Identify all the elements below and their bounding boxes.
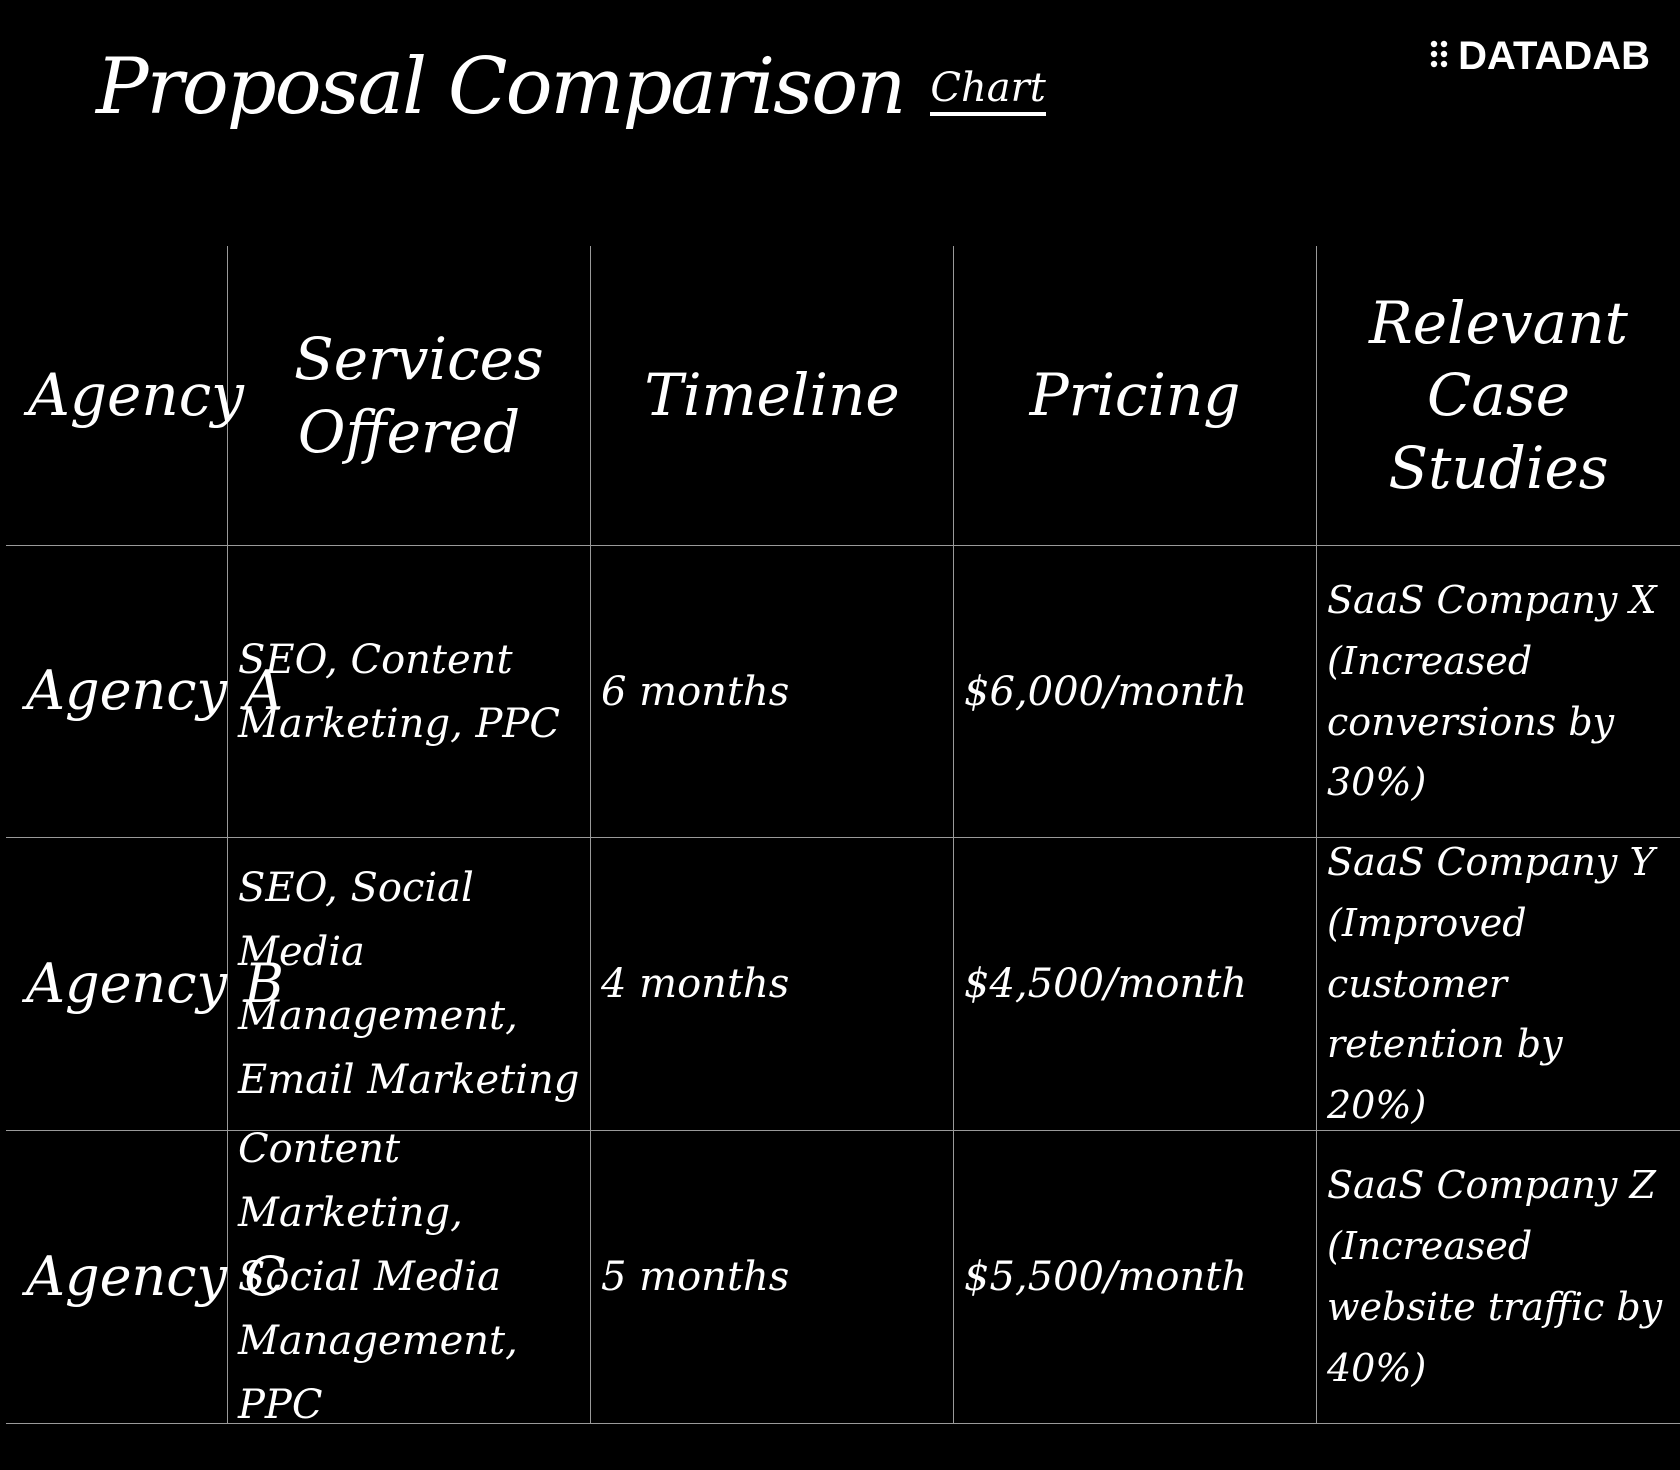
- brand-name: DATADAB: [1458, 34, 1650, 78]
- table-cell-agency: Agency B: [6, 838, 228, 1131]
- header-pricing: Pricing: [954, 246, 1317, 546]
- comparison-table: [6, 246, 1680, 1428]
- table-cell-services: Content Marketing, Social Media Management, PPC: [228, 1131, 591, 1424]
- header-services: [228, 246, 591, 546]
- table-cell-timeline: 6 months: [591, 546, 954, 838]
- table-cell-pricing: $6,000/month: [954, 546, 1317, 838]
- header-case-studies: [1317, 246, 1680, 546]
- table-cell-agency: Agency A: [6, 546, 228, 838]
- page-title: Proposal Comparison: [96, 42, 905, 132]
- header-timeline: Timeline: [591, 246, 954, 546]
- table-cell-case-study: SaaS Company Y (Improved customer retention by 20%): [1317, 838, 1680, 1131]
- table-cell-timeline: 5 months: [591, 1131, 954, 1424]
- table-cell-pricing: $5,500/month: [954, 1131, 1317, 1424]
- header-services-label: Services Offered: [294, 325, 544, 466]
- table-cell-services: SEO, Content Marketing, PPC: [228, 546, 591, 838]
- header-agency: Agency: [6, 246, 228, 546]
- title-group: [96, 42, 1046, 132]
- table-cell-pricing: $4,500/month: [954, 838, 1317, 1131]
- header-case-studies-label: Relevant Case Studies: [1369, 288, 1628, 502]
- table-cell-services: SEO, Social Media Management, Email Marketing: [228, 838, 591, 1131]
- table-cell-case-study: SaaS Company Z (Increased website traffic by 40%): [1317, 1131, 1680, 1424]
- page-title-suffix: Chart: [930, 68, 1045, 116]
- brand-logo: [1430, 34, 1650, 79]
- table-cell-timeline: 4 months: [591, 838, 954, 1131]
- table-cell-case-study: SaaS Company X (Increased conversions by 30%): [1317, 546, 1680, 838]
- logo-dots-icon: [1430, 39, 1450, 75]
- table-cell-agency: Agency C: [6, 1131, 228, 1424]
